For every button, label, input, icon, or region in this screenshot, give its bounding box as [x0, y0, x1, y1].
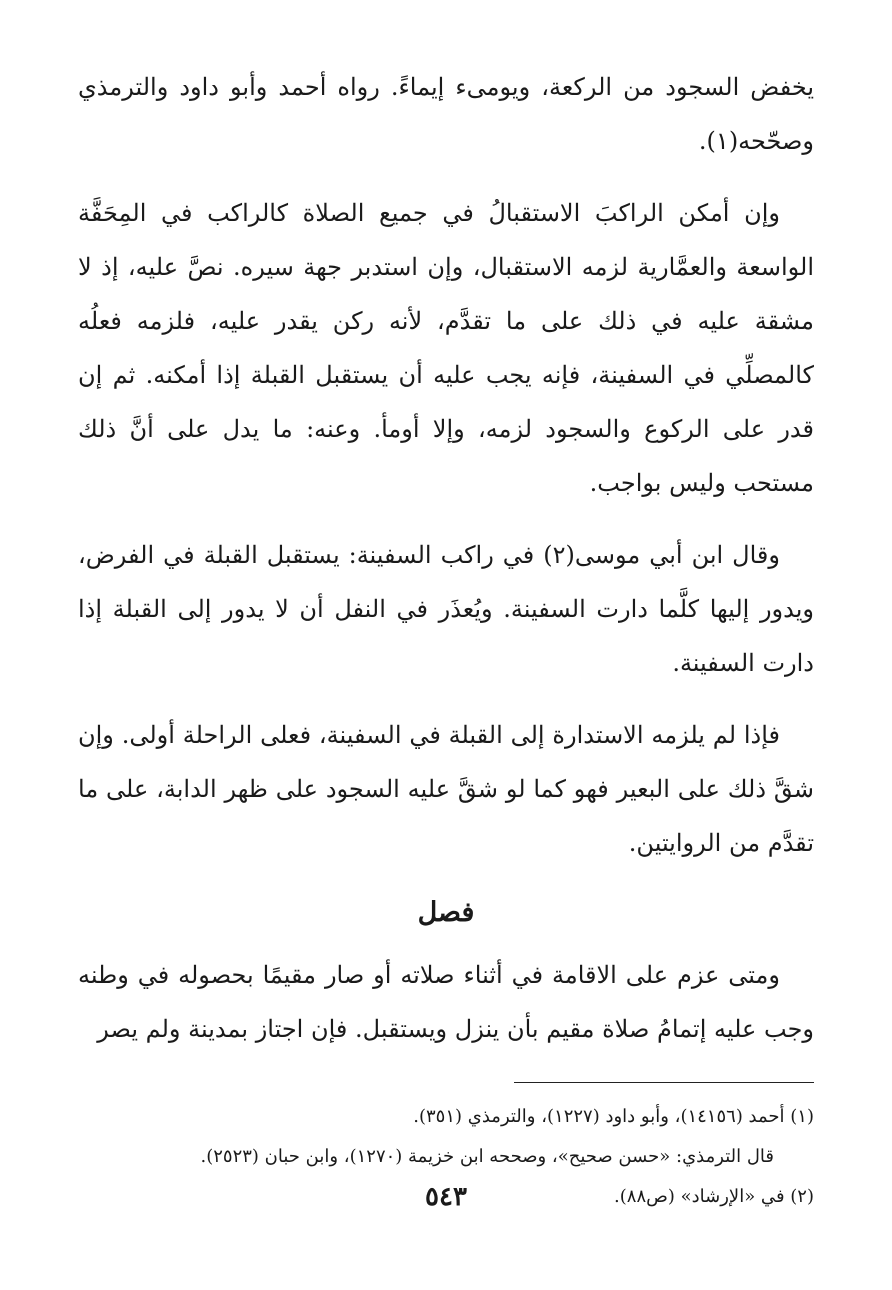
footnote-1-continuation: قال الترمذي: «حسن صحيح»، وصححه ابن خزيمة (١٢٧٠)، وابن حبان (٢٥٢٣). — [200, 1146, 774, 1167]
footnote-divider — [514, 1082, 814, 1083]
footnote-1: (١) أحمد (١٤١٥٦)، وأبو داود (١٢٢٧)، والترمذي (٣٥١). — [413, 1106, 814, 1127]
section-heading: فصل — [417, 897, 475, 928]
footnote-2: (٢) في «الإرشاد» (ص٨٨). — [614, 1186, 814, 1207]
body-paragraph-4: فإذا لم يلزمه الاستدارة إلى القبلة في السفينة، فعلى الراحلة أولى. وإن شقَّ ذلك على البعير فهو كما لو شقَّ عليه السجود على ظهر الدابة، على ما تقدَّم من الروايتين. — [78, 721, 814, 857]
body-paragraph-3: وقال ابن أبي موسى(٢) في راكب السفينة: يستقبل القبلة في الفرض، ويدور إليها كلَّما دارت السفينة. ويُعذَر في النفل أن لا يدور إلى القبلة إذا دارت السفينة. — [78, 541, 814, 677]
body-paragraph-1: يخفض السجود من الركعة، ويومىء إيماءً. رواه أحمد وأبو داود والترمذي وصحّحه(١). — [78, 73, 814, 155]
body-paragraph-2: وإن أمكن الراكبَ الاستقبالُ في جميع الصلاة كالراكب في المِحَفَّة الواسعة والعمَّارية لزمه الاستقبال، وإن استدبر جهة سيره. نصَّ عليه، إذ لا مشقة عليه في ذلك على ما تقدَّم، لأنه ركن يقدر عليه، فلزمه فعلُه كالمصلِّي في السفينة، فإنه يجب عليه أن يستقبل القبلة إذا أمكنه. ثم إن قدر على الركوع والسجود لزمه، وإلا أومأ. وعنه: ما يدل على أنَّ ذلك مستحب وليس بواجب. — [78, 199, 814, 497]
page-content — [78, 60, 814, 1217]
section-paragraph: ومتى عزم على الاقامة في أثناء صلاته أو صار مقيمًا بحصوله في وطنه وجب عليه إتمامُ صلاة مقيم بأن ينزل ويستقبل. فإن اجتاز بمدينة ولم يصر — [78, 961, 814, 1043]
page-number: ٥٤٣ — [425, 1182, 467, 1212]
